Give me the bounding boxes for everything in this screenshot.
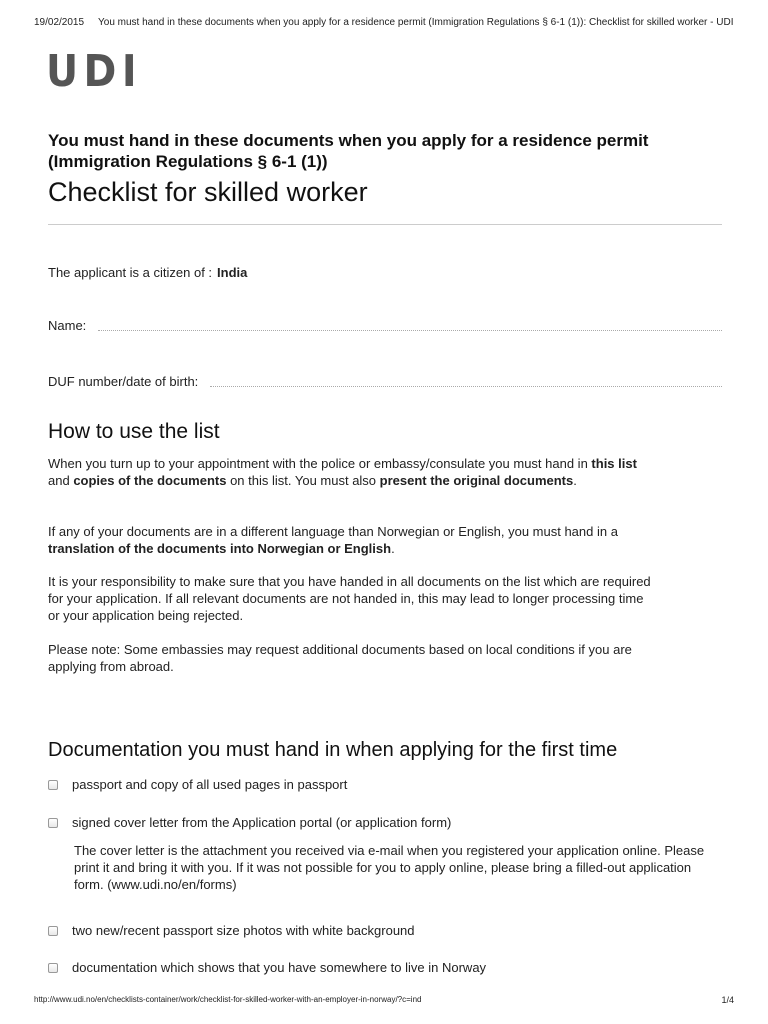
udi-logo: UDI — [46, 46, 142, 97]
print-title: You must hand in these documents when you apply for a residence permit (Immigration Regulations § 6-1 (1)): Checklist for skilled worker - UDI — [98, 17, 734, 28]
p1-text-2: and — [48, 473, 74, 488]
p2-bold-1: translation of the documents into Norwegian or English — [48, 541, 392, 556]
page-title: Checklist for skilled worker — [48, 177, 368, 207]
how-to-heading: How to use the list — [48, 420, 220, 443]
how-to-paragraph-2 — [48, 523, 658, 557]
how-to-paragraph-1 — [48, 455, 658, 489]
page-number: 1/4 — [721, 995, 734, 1005]
checklist-item-label: passport and copy of all used pages in passport — [72, 777, 348, 792]
checkbox[interactable] — [48, 926, 58, 936]
checklist-item-cover-letter[interactable] — [48, 815, 451, 830]
p2-text-2: . — [391, 541, 395, 556]
name-label: Name: — [48, 318, 87, 333]
checklist-item-label: signed cover letter from the Application portal (or application form) — [72, 815, 452, 830]
checkbox[interactable] — [48, 818, 58, 828]
how-to-paragraph-4: Please note: Some embassies may request additional documents based on local conditions if you are applying from abroad. — [48, 642, 632, 674]
page-subtitle: You must hand in these documents when you apply for a residence permit (Immigration Regulations § 6-1 (1)) — [48, 131, 649, 171]
duf-fill-line — [210, 385, 722, 387]
checklist-item-label: documentation which shows that you have somewhere to live in Norway — [72, 960, 487, 975]
checklist-item-housing[interactable] — [48, 960, 486, 975]
p2-text-1: If any of your documents are in a different language than Norwegian or English, you must hand in a — [48, 524, 618, 539]
print-url: http://www.udi.no/en/checklists-container/work/checklist-for-skilled-worker-with-an-employer-in-norway/?c=ind — [34, 995, 422, 1004]
checklist-item-passport[interactable] — [48, 777, 347, 792]
name-field — [48, 318, 722, 333]
checklist-item-description: The cover letter is the attachment you received via e-mail when you registered your application online. Please print it and bring it with you. If it was not possible for you to apply online, please bring a filled-out application form. (www.udi.no/en/forms) — [74, 843, 705, 892]
duf-field — [48, 374, 722, 389]
checklist-item-label: two new/recent passport size photos with white background — [72, 923, 415, 938]
checkbox[interactable] — [48, 963, 58, 973]
p1-bold-1: this list — [591, 456, 637, 471]
citizen-field — [48, 265, 722, 280]
citizen-value: India — [217, 265, 248, 280]
p1-text-4: . — [573, 473, 577, 488]
print-date: 19/02/2015 — [34, 17, 85, 28]
name-fill-line — [98, 329, 722, 331]
citizen-label: The applicant is a citizen of : — [48, 265, 213, 280]
print-header — [34, 17, 734, 28]
print-footer — [34, 995, 734, 1004]
duf-label: DUF number/date of birth: — [48, 374, 199, 389]
title-divider — [48, 224, 722, 225]
how-to-paragraph-3: It is your responsibility to make sure that you have handed in all documents on the list which are required for your application. If all relevant documents are not handed in, this may lead to longer processing time or your application being rejected. — [48, 574, 651, 623]
checklist-item-photos[interactable] — [48, 923, 415, 938]
checkbox[interactable] — [48, 780, 58, 790]
p1-text-3: on this list. You must also — [226, 473, 380, 488]
documentation-heading: Documentation you must hand in when applying for the first time — [48, 739, 618, 761]
p1-bold-3: present the original documents — [379, 473, 574, 488]
p1-text-1: When you turn up to your appointment with the police or embassy/consulate you must hand in — [48, 456, 592, 471]
p1-bold-2: copies of the documents — [73, 473, 227, 488]
